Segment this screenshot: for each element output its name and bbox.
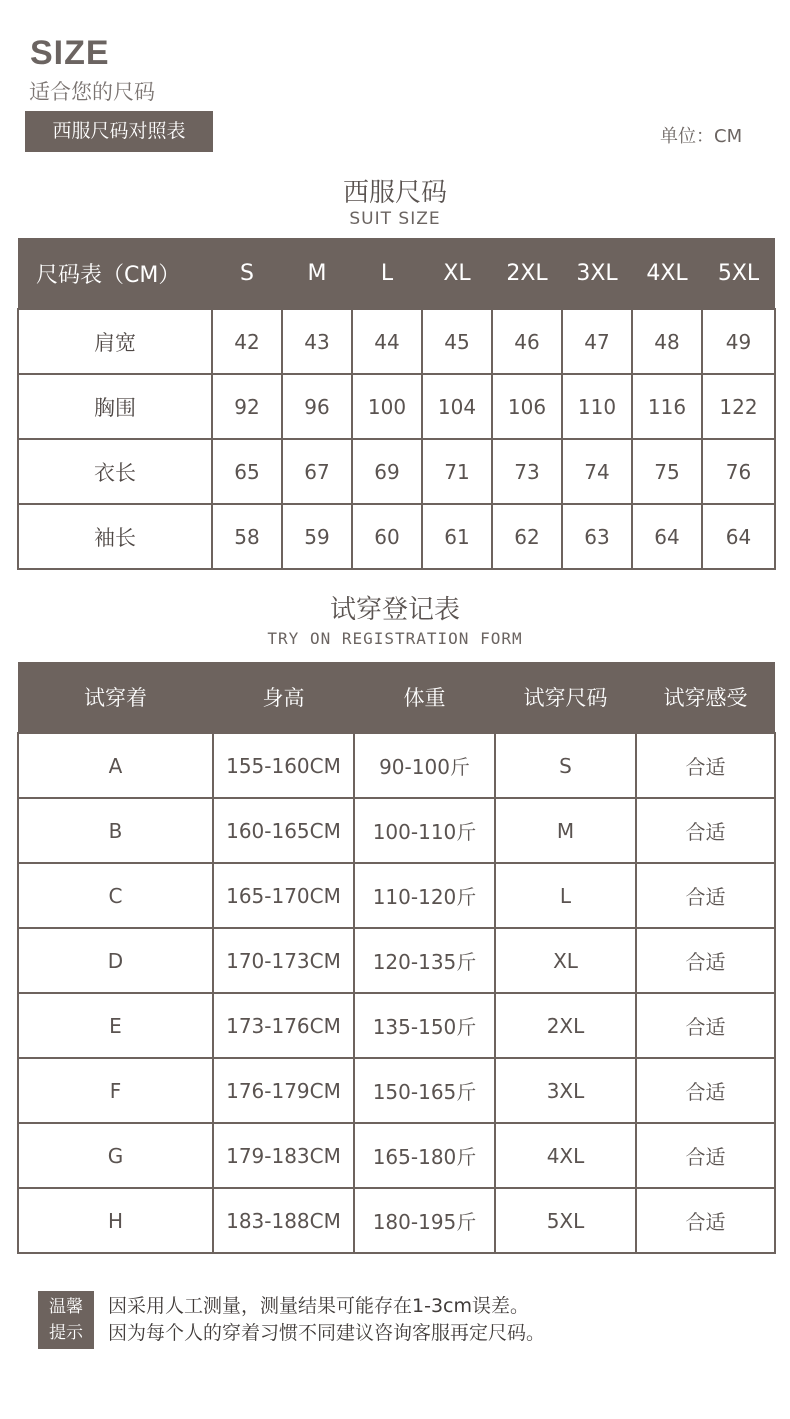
try-on-title: 试穿登记表 xyxy=(329,595,460,625)
table-cell: 110-120斤 xyxy=(354,863,495,928)
table-row xyxy=(18,993,775,1058)
table-cell: 64 xyxy=(632,504,702,569)
table-cell: 43 xyxy=(282,309,352,374)
table-cell: 合适 xyxy=(636,798,775,863)
table-row xyxy=(18,504,775,569)
table-cell: 122 xyxy=(702,374,775,439)
table-cell: M xyxy=(495,798,636,863)
tip-line: 因采用人工测量，测量结果可能存在1-3cm误差。 xyxy=(108,1295,529,1317)
table-cell: D xyxy=(18,928,213,993)
tip-badge-line: 温馨 xyxy=(49,1297,83,1317)
table-cell: 60 xyxy=(352,504,422,569)
table-cell: A xyxy=(18,733,213,798)
table-cell: 62 xyxy=(492,504,562,569)
table-cell: 100-110斤 xyxy=(354,798,495,863)
table-cell: 74 xyxy=(562,439,632,504)
table-row xyxy=(18,439,775,504)
table-row xyxy=(18,1188,775,1253)
suit-size-subtitle: SUIT SIZE xyxy=(349,209,441,229)
table-cell: E xyxy=(18,993,213,1058)
table-cell: F xyxy=(18,1058,213,1123)
table-cell: 170-173CM xyxy=(213,928,354,993)
table-cell: 合适 xyxy=(636,1188,775,1253)
table-cell: 71 xyxy=(422,439,492,504)
row-label: 肩宽 xyxy=(18,309,212,374)
table-cell: 104 xyxy=(422,374,492,439)
table-cell: 96 xyxy=(282,374,352,439)
table-cell: 47 xyxy=(562,309,632,374)
try-on-header-cell: 试穿尺码 xyxy=(495,662,636,733)
table-cell: 116 xyxy=(632,374,702,439)
page-subtitle: 适合您的尺码 xyxy=(29,80,155,104)
try-on-header-cell: 试穿感受 xyxy=(636,662,775,733)
table-cell: G xyxy=(18,1123,213,1188)
table-row xyxy=(18,928,775,993)
row-label: 袖长 xyxy=(18,504,212,569)
table-cell: 90-100斤 xyxy=(354,733,495,798)
table-row xyxy=(18,733,775,798)
suit-header-cell: L xyxy=(352,238,422,309)
try-on-header-cell: 身高 xyxy=(213,662,354,733)
table-cell: 67 xyxy=(282,439,352,504)
table-cell: B xyxy=(18,798,213,863)
suit-header-cell: 3XL xyxy=(562,238,632,309)
table-row xyxy=(18,1123,775,1188)
table-cell: 3XL xyxy=(495,1058,636,1123)
suit-header-cell: 2XL xyxy=(492,238,562,309)
table-cell: 48 xyxy=(632,309,702,374)
table-cell: 5XL xyxy=(495,1188,636,1253)
table-cell: 46 xyxy=(492,309,562,374)
page-title: SIZE xyxy=(30,34,110,72)
suit-header-cell: XL xyxy=(422,238,492,309)
table-cell: S xyxy=(495,733,636,798)
table-cell: H xyxy=(18,1188,213,1253)
section-tag: 西服尺码对照表 xyxy=(25,111,213,152)
table-cell: 179-183CM xyxy=(213,1123,354,1188)
table-cell: 49 xyxy=(702,309,775,374)
table-cell: 180-195斤 xyxy=(354,1188,495,1253)
row-label: 胸围 xyxy=(18,374,212,439)
suit-header-cell: M xyxy=(282,238,352,309)
table-cell: 76 xyxy=(702,439,775,504)
table-cell: 44 xyxy=(352,309,422,374)
table-cell: 106 xyxy=(492,374,562,439)
table-row xyxy=(18,374,775,439)
tip-badge xyxy=(38,1291,94,1349)
table-row xyxy=(18,798,775,863)
table-cell: 合适 xyxy=(636,863,775,928)
table-cell: 合适 xyxy=(636,1123,775,1188)
suit-size-title: 西服尺码 xyxy=(342,178,447,208)
table-cell: 183-188CM xyxy=(213,1188,354,1253)
table-cell: 155-160CM xyxy=(213,733,354,798)
table-cell: 61 xyxy=(422,504,492,569)
table-cell: 165-180斤 xyxy=(354,1123,495,1188)
table-cell: 58 xyxy=(212,504,282,569)
suit-size-table xyxy=(17,238,776,570)
suit-table-header xyxy=(18,238,775,309)
table-cell: 75 xyxy=(632,439,702,504)
suit-header-cell: 尺码表（CM） xyxy=(18,238,212,309)
table-cell: 合适 xyxy=(636,1058,775,1123)
unit-label: 单位：CM xyxy=(660,126,743,147)
table-cell: 4XL xyxy=(495,1123,636,1188)
suit-header-cell: 4XL xyxy=(632,238,702,309)
table-cell: 45 xyxy=(422,309,492,374)
table-cell: 64 xyxy=(702,504,775,569)
table-cell: 合适 xyxy=(636,733,775,798)
table-cell: 73 xyxy=(492,439,562,504)
table-cell: 165-170CM xyxy=(213,863,354,928)
table-cell: 110 xyxy=(562,374,632,439)
table-row xyxy=(18,309,775,374)
table-row xyxy=(18,1058,775,1123)
table-cell: 合适 xyxy=(636,993,775,1058)
table-cell: 150-165斤 xyxy=(354,1058,495,1123)
try-on-subtitle: TRY ON REGISTRATION FORM xyxy=(267,629,523,648)
suit-header-cell: 5XL xyxy=(702,238,775,309)
table-cell: 65 xyxy=(212,439,282,504)
table-cell: 135-150斤 xyxy=(354,993,495,1058)
try-on-table-header xyxy=(18,662,775,733)
table-cell: 63 xyxy=(562,504,632,569)
suit-header-cell: S xyxy=(212,238,282,309)
table-cell: 173-176CM xyxy=(213,993,354,1058)
table-cell: C xyxy=(18,863,213,928)
table-cell: L xyxy=(495,863,636,928)
table-cell: 92 xyxy=(212,374,282,439)
tip-line: 因为每个人的穿着习惯不同建议咨询客服再定尺码。 xyxy=(108,1322,546,1344)
table-cell: XL xyxy=(495,928,636,993)
table-row xyxy=(18,863,775,928)
table-cell: 69 xyxy=(352,439,422,504)
table-cell: 100 xyxy=(352,374,422,439)
table-cell: 120-135斤 xyxy=(354,928,495,993)
try-on-header-cell: 体重 xyxy=(354,662,495,733)
table-cell: 59 xyxy=(282,504,352,569)
tip-badge-line: 提示 xyxy=(49,1323,83,1343)
table-cell: 42 xyxy=(212,309,282,374)
try-on-header-cell: 试穿着 xyxy=(18,662,213,733)
tip-text xyxy=(108,1293,545,1347)
row-label: 衣长 xyxy=(18,439,212,504)
table-cell: 176-179CM xyxy=(213,1058,354,1123)
try-on-table xyxy=(17,662,776,1254)
table-cell: 2XL xyxy=(495,993,636,1058)
table-cell: 160-165CM xyxy=(213,798,354,863)
table-cell: 合适 xyxy=(636,928,775,993)
